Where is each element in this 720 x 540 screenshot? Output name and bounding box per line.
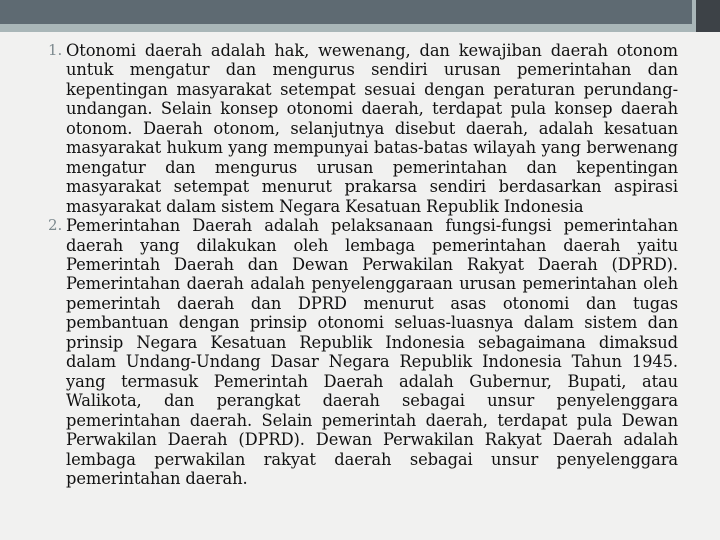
- list-item: [48, 41, 678, 216]
- header-stripe: [0, 24, 720, 32]
- list-item-text: Otonomi daerah adalah hak, wewenang, dan kewajiban daerah otonom untuk mengatur dan mengurus sendiri urusan pemerintahan dan kepentingan masyarakat setempat sesuai dengan peraturan perundang-undangan. Selain konsep otonomi daerah, terdapat pula konsep daerah otonom. Daerah otonom, selanjutnya disebut daerah, adalah kesatuan masyarakat hukum yang mempunyai batas-batas wilayah yang berwenang mengatur dan mengurus urusan pemerintahan dan kepentingan masyarakat setempat menurut prakarsa sendiri berdasarkan aspirasi masyarakat dalam sistem Negara Kesatuan Republik Indonesia: [66, 41, 678, 216]
- slide-body: [48, 41, 678, 488]
- list-item-number: 2.: [48, 216, 63, 235]
- list-item-text: Pemerintahan Daerah adalah pelaksanaan fungsi-fungsi pemerintahan daerah yang dilakukan oleh lembaga pemerintahan daerah yaitu Pemerintah Daerah dan Dewan Perwakilan Rakyat Daerah (DPRD). Pemerintahan daerah adalah penyelenggaraan urusan pemerintahan oleh pemerintah daerah dan DPRD menurut asas otonomi dan tugas pembantuan dengan prinsip otonomi seluas-luasnya dalam sistem dan prinsip Negara Kesatuan Republik Indonesia sebagaimana dimaksud dalam Undang-Undang Dasar Negara Republik Indonesia Tahun 1945. yang termasuk Pemerintah Daerah adalah Gubernur, Bupati, atau Walikota, dan perangkat daerah sebagai unsur penyelenggara pemerintahan daerah. Selain pemerintah daerah, terdapat pula Dewan Perwakilan Daerah (DPRD). Dewan Perwakilan Rakyat Daerah adalah lembaga perwakilan rakyat daerah sebagai unsur penyelenggara pemerintahan daerah.: [66, 216, 678, 488]
- header-bar: [0, 0, 720, 24]
- list-item-number: 1.: [48, 41, 63, 59]
- list-item: [48, 216, 678, 488]
- header-corner-block: [696, 0, 720, 32]
